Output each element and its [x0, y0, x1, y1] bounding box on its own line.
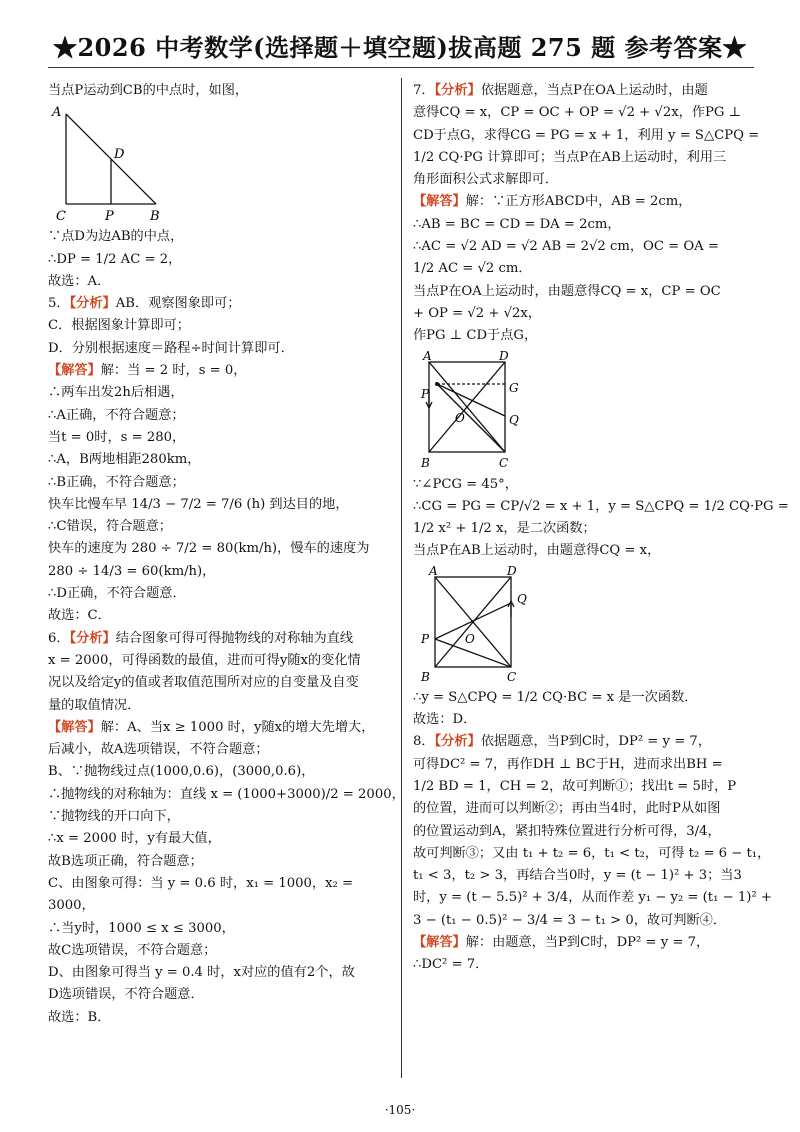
text-line: 角形面积公式求解即可．: [413, 172, 559, 188]
text-line: 故可判断③；又由 t₁ + t₂ = 6，t₁ < t₂，可得 t₂ = 6 − t₁，: [413, 845, 771, 861]
text-line: 7．【分析】依据题意，当点P在OA上运动时，由题: [413, 83, 708, 98]
header-divider: [48, 67, 754, 68]
text-line: 的位置运动到A，紧扣特殊位置进行分析可得，3/4，: [413, 823, 721, 839]
text-line: 【解答】解：∵正方形ABCD中，AB = 2cm，: [413, 194, 692, 210]
text-line: t₁ < 3，t₂ > 3，再结合当0时，y = (t − 1)² + 3；当3: [413, 868, 742, 884]
text-line: 故选：B．: [48, 1009, 111, 1025]
fig3-label-q: Q: [517, 591, 527, 606]
left-text-block-b: [48, 226, 405, 1029]
text-line: 1/2 BD = 1，CH = 2，故可判断①；找出t = 5时，P: [413, 778, 737, 794]
text-line: C．根据图象计算即可；: [48, 318, 190, 334]
text-line: 8．【分析】依据题意，当P到C时，DP² = y = 7，: [413, 734, 712, 750]
text-line: 可得DC² = 7，再作DH ⊥ BC于H，进而求出BH =: [413, 756, 723, 772]
fig3-label-b: B: [421, 669, 430, 684]
left-column: [48, 80, 405, 1029]
answer-tag: 【解答】: [48, 363, 101, 379]
text-line: 【解答】解：当 = 2 时，s = 0，: [48, 363, 247, 379]
answer-tag: 【分析】: [434, 83, 481, 98]
text-line: ∴AB = BC = CD = DA = 2cm，: [413, 216, 621, 232]
text-line: ∴A，B两地相距280km，: [48, 452, 201, 468]
text-line: 5．【分析】AB．观察图象即可；: [48, 296, 241, 312]
fig2-label-q: Q: [509, 412, 519, 427]
text-line: x = 2000，可得函数的最值，进而可得y随x的变化情: [48, 652, 361, 668]
text-line: 后减小，故A选项错误，不符合题意；: [48, 742, 269, 758]
text-line: ∴DC² = 7．: [413, 957, 489, 973]
text-line: 280 ÷ 14/3 = 60(km/h)，: [48, 563, 216, 579]
text-line: ∴C错误，符合题意；: [48, 519, 172, 535]
column-divider: [401, 78, 402, 1078]
fig2-label-p: P: [421, 386, 430, 401]
page-header-title: ★2026 中考数学(选择题＋填空题)拔高题 275 题 参考答案★: [52, 33, 748, 62]
text-line: ∴两车出发2h后相遇，: [48, 385, 184, 401]
text-line: 快车比慢车早 14/3 − 7/2 = 7/6 (h) 到达目的地，: [48, 496, 349, 512]
fig1-label-c: C: [56, 209, 66, 225]
text-line: 【解答】解：A、当x ≥ 1000 时，y随x的增大先增大，: [48, 719, 375, 735]
text-line: 故选：C．: [48, 608, 111, 624]
text-line: D．分别根据速度＝路程÷时间计算即可．: [48, 340, 294, 356]
fig2-label-a: A: [423, 349, 432, 363]
text-line: ∴D正确，不符合题意．: [48, 586, 186, 602]
answer-tag: 【解答】: [48, 719, 101, 735]
answer-tag: 【解答】: [413, 935, 466, 951]
text-line: 当点P在AB上运动时，由题意得CQ = x，: [413, 543, 661, 559]
fig1-label-a: A: [52, 105, 62, 121]
text-line: ∴A正确，不符合题意；: [48, 407, 185, 423]
text-line: ∵点D为边AB的中点，: [48, 229, 184, 245]
right-text-block-c: [413, 687, 772, 977]
right-column: [413, 80, 789, 977]
fig1-label-p: P: [105, 209, 114, 225]
text-line: B、∵抛物线过点(1000,0.6)，(3000,0.6)，: [48, 764, 315, 780]
fig1-label-b: B: [150, 209, 160, 225]
text-line: + OP = √2 + √2x，: [413, 305, 542, 321]
answer-tag: 【分析】: [69, 630, 116, 646]
text-line: D选项错误，不符合题意．: [48, 987, 204, 1003]
text-line: 故选：D．: [413, 712, 477, 728]
text-line: ∵∠PCG = 45°，: [413, 476, 518, 492]
answer-tag: 【解答】: [413, 194, 466, 210]
text-line: ∴当y时，1000 ≤ x ≤ 3000，: [48, 920, 235, 936]
fig3-label-a: A: [429, 564, 438, 578]
text-line: 故B选项正确，符合题意；: [48, 853, 203, 869]
text-line: 意得CQ = x，CP = OC + OP = √2 + √2x，作PG ⊥: [413, 105, 742, 121]
triangle-figure: [48, 104, 198, 224]
text-line: ∴B正确，不符合题意；: [48, 474, 185, 490]
text-line: ∴抛物线的对称轴为：直线 x = (1000+3000)/2 = 2000，: [48, 786, 405, 802]
text-line: 故C选项错误，不符合题意；: [48, 942, 217, 958]
fig3-label-o: O: [465, 631, 475, 646]
fig3-label-c: C: [507, 669, 517, 684]
text-line: 3000，: [48, 898, 95, 914]
fig2-label-d: D: [499, 349, 509, 363]
right-text-block-a: [413, 80, 760, 348]
text-line: 的位置，进而可以判断②；再由当4时，此时P从如图: [413, 801, 721, 817]
fig2-label-o: O: [455, 410, 465, 425]
fig2-label-b: B: [421, 455, 430, 470]
text-line: 当点P运动到CB的中点时，如图，: [48, 83, 249, 98]
fig2-label-c: C: [499, 455, 509, 470]
square-figure-oa: [413, 350, 533, 472]
text-line: 量的取值情况．: [48, 697, 141, 713]
answer-tag: 【分析】: [69, 296, 116, 312]
text-line: C、由图象可得：当 y = 0.6 时，x₁ = 1000，x₂ =: [48, 875, 354, 891]
text-line: 当点P在OA上运动时，由题意得CQ = x，CP = OC: [413, 283, 721, 299]
text-line: 故选：A．: [48, 273, 111, 289]
right-text-block-b: [413, 474, 789, 563]
text-line: D、由图象可得当 y = 0.4 时，x对应的值有2个，故: [48, 965, 355, 981]
text-line: 当t = 0时，s = 280，: [48, 429, 186, 445]
fig2-label-g: G: [509, 380, 519, 395]
text-line: 作PG ⊥ CD于点G，: [413, 328, 538, 344]
text-line: 1/2 AC = √2 cm．: [413, 261, 532, 277]
text-line: 时，y = (t − 5.5)² + 3/4，从而作差 y₁ − y₂ = (t₁ − 1)² +: [413, 890, 772, 906]
page-number: ·105·: [384, 1103, 416, 1117]
text-line: 6．【分析】结合图象可得可得抛物线的对称轴为直线: [48, 630, 354, 646]
answer-tag: 【分析】: [434, 734, 481, 750]
left-text-block-a: [48, 80, 388, 102]
text-line: ∴AC = √2 AD = √2 AB = 2√2 cm，OC = OA =: [413, 239, 719, 255]
text-line: ∴x = 2000 时，y有最大值，: [48, 831, 221, 847]
text-line: CD于点G，求得CG = PG = x + 1，利用 y = S△CPQ =: [413, 127, 760, 143]
text-line: 况以及给定y的值或者取值范围所对应的自变量及自变: [48, 675, 359, 691]
text-line: ∵抛物线的开口向下，: [48, 809, 180, 825]
fig1-label-d: D: [114, 147, 125, 163]
text-line: ∴CG = PG = CP/√2 = x + 1，y = S△CPQ = 1/2 CQ·PG =: [413, 498, 789, 514]
text-line: 【解答】解：由题意，当P到C时，DP² = y = 7，: [413, 935, 710, 951]
square-figure-ab: [413, 565, 533, 685]
fig3-label-d: D: [507, 564, 517, 578]
text-line: ∴DP = 1/2 AC = 2，: [48, 251, 182, 267]
fig3-label-p: P: [421, 631, 430, 646]
text-line: 3 − (t₁ − 0.5)² − 3/4 = 3 − t₁ > 0，故可判断④．: [413, 912, 727, 928]
text-line: 1/2 CQ·PG 计算即可；当点P在AB上运动时，利用三: [413, 149, 727, 165]
text-line: ∴y = S△CPQ = 1/2 CQ·BC = x 是一次函数．: [413, 689, 698, 705]
text-line: 快车的速度为 280 ÷ 7/2 = 80(km/h)，慢车的速度为: [48, 541, 370, 557]
text-line: 1/2 x² + 1/2 x，是二次函数；: [413, 521, 596, 537]
